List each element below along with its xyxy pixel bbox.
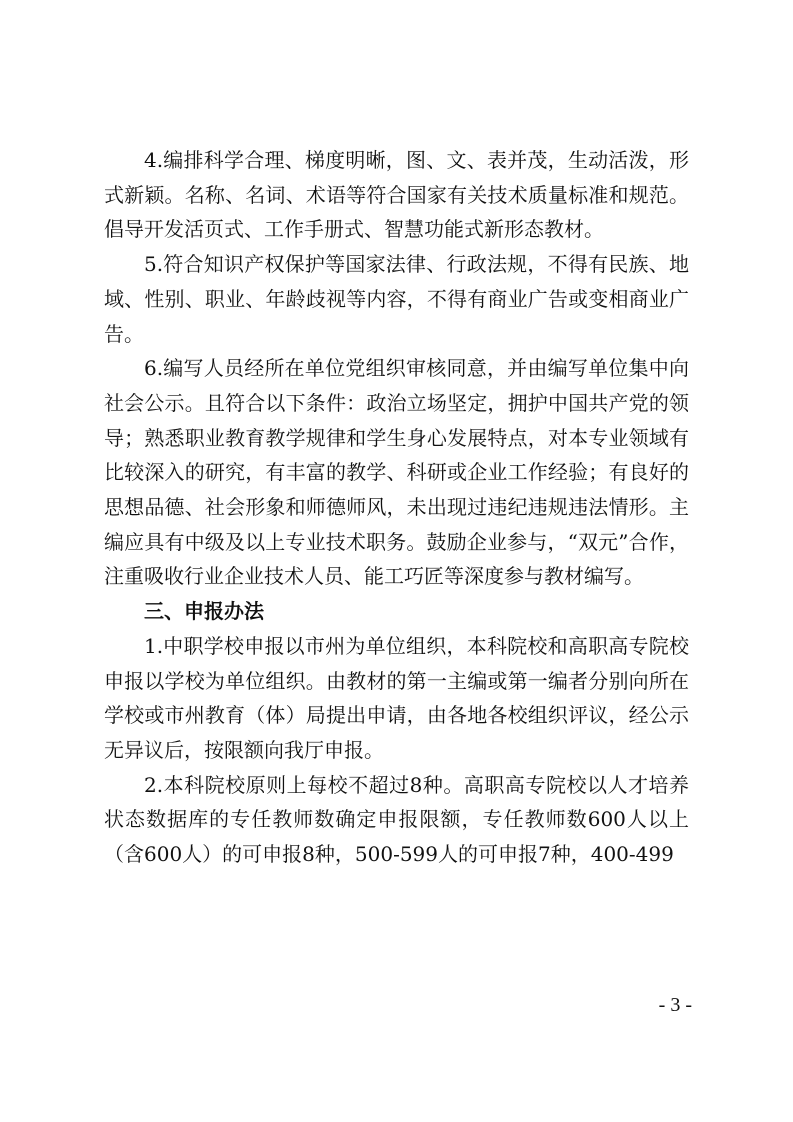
paragraph-4: 4.编排科学合理、梯度明晰，图、文、表并茂，生动活泼，形式新颖。名称、名词、术语等符合国家有关技术质量标准和规范。倡导开发活页式、工作手册式、智慧功能式新形态教材。 bbox=[104, 148, 689, 242]
paragraph-6: 6.编写人员经所在单位党组织审核同意，并由编写单位集中向社会公示。且符合以下条件：政治立场坚定，拥护中国共产党的领导；熟悉职业教育教学规律和学生身心发展特点，对本专业领域有比较深入的研究，有丰富的教学、科研或企业工作经验；有良好的思想品德、社会形象和师德师风，未出现过违纪违规违法情形。主编应具有中级及以上专业技术职务。鼓励企业参与，“双元”合作，注重吸收行业企业技术人员、能工巧匠等深度参与教材编写。 bbox=[104, 356, 689, 589]
section-heading: 三、申报办法 bbox=[144, 599, 264, 624]
page-number: - 3 - bbox=[658, 994, 692, 1016]
section-paragraph-1: 1.中职学校申报以市州为单位组织，本科院校和高职高专院校申报以学校为单位组织。由教材的第一主编或第一编者分别向所在学校或市州教育（体）局提出申请，由各地各校组织评议，经公示无异议后，按限额向我厅申报。 bbox=[104, 633, 689, 762]
document-body bbox=[104, 143, 689, 872]
paragraph-5: 5.符合知识产权保护等国家法律、行政法规，不得有民族、地域、性别、职业、年龄歧视等内容，不得有商业广告或变相商业广告。 bbox=[104, 252, 689, 346]
section-paragraph-2: 2.本科院校原则上每校不超过8种。高职高专院校以人才培养状态数据库的专任教师数确定申报限额，专任教师数600人以上（含600人）的可申报8种，500-599人的可申报7种，400-499 bbox=[104, 772, 689, 867]
